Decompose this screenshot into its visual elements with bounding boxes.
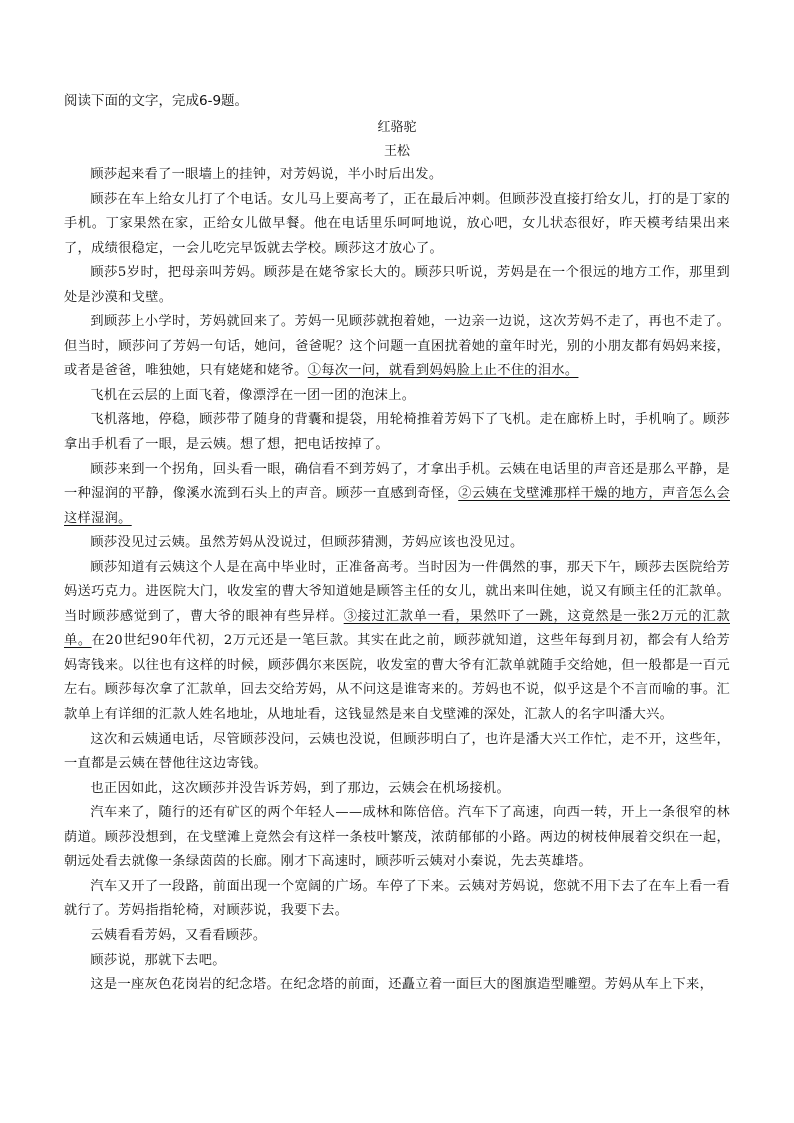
article-paragraph — [64, 384, 730, 409]
article-paragraph — [64, 924, 730, 949]
article-title: 红骆驼 — [377, 120, 417, 135]
paragraph-text: 顾莎起来看了一眼墙上的挂钟，对芳妈说，半小时后出发。 — [90, 167, 443, 182]
paragraph-text: 这是一座灰色花岗岩的纪念塔。在纪念塔的前面，还矗立着一面巨大的图旗造型雕塑。芳妈从车上下来， — [90, 977, 714, 993]
article-paragraph — [64, 310, 730, 384]
article-paragraph — [64, 801, 730, 875]
paragraph-text: 顾莎知道有云姨这个人是在高中毕业时，正准备高考。当时因为一件偶然的事，那天下午，顾莎去医院给芳妈送巧克力。进医院大门，收发室的曹大爷知道她是顾答主任的女儿，就出来叫住她，说又有顾主任的汇款单。当时顾莎感觉到了，曹大爷的眼神有些异样。 — [64, 559, 730, 624]
article-paragraph — [64, 973, 730, 998]
article-paragraph — [64, 188, 730, 262]
article-paragraph — [64, 408, 730, 457]
article-paragraph — [64, 728, 730, 777]
article-paragraph — [64, 261, 730, 310]
article-paragraph — [64, 531, 730, 556]
article-paragraph — [64, 163, 730, 188]
paragraph-text: 汽车又开了一段路，前面出现一个宽阔的广场。车停了下来。云姨对芳妈说，您就不用下去了在车上看一看就行了。芳妈指指轮椅，对顾莎说，我要下去。 — [64, 878, 730, 919]
article-author: 王松 — [383, 144, 410, 159]
underlined-sentence: ①每次一问，就看到妈妈脸上止不住的泪水。 — [307, 363, 579, 379]
underlined-sentence: ③接过汇款单一看，果然吓了一跳，这竟然是一张2万元的汇款单。 — [64, 608, 730, 649]
paragraph-text: 这次和云姨通电话，尽管顾莎没问，云姨也没说，但顾莎明白了，也许是潘大兴工作忙，走不开，这些年，一直都是云姨在替他往这边寄钱。 — [64, 731, 730, 772]
article-paragraph — [64, 949, 730, 974]
article-body — [64, 163, 730, 998]
article-paragraph — [64, 875, 730, 924]
article-paragraph — [64, 458, 730, 532]
question-instruction: 阅读下面的文字，完成6-9题。 — [64, 93, 249, 109]
paragraph-text: 飞机落地，停稳，顾莎带了随身的背囊和提袋，用轮椅推着芳妈下了飞机。走在廊桥上时，手机响了。顾莎拿出手机看了一眼，是云姨。想了想，把电话按掉了。 — [64, 412, 730, 453]
article-paragraph — [64, 556, 730, 728]
paragraph-text: 顾莎在车上给女儿打了个电话。女儿马上要高考了，正在最后冲刺。但顾莎没直接打给女儿，打的是丁家的手机。丁家果然在家，正给女儿做早餐。他在电话里乐呵呵地说，放心吧，女儿状态很好，昨天模考结果出来了，成绩很稳定，一会儿吃完早饭就去学校。顾莎这才放心了。 — [64, 191, 730, 256]
paragraph-text: 顾莎来到一个拐角，回头看一眼，确信看不到芳妈了，才拿出手机。云姨在电话里的声音还是那么平静，是一种湿润的平静，像溪水流到石头上的声音。顾莎一直感到奇怪， — [64, 461, 730, 502]
paragraph-text: 飞机在云层的上面飞着，像漂浮在一团一团的泡沫上。 — [90, 387, 416, 403]
paragraph-text: 云姨看看芳妈，又看看顾莎。 — [90, 927, 267, 943]
paragraph-text: 也正因如此，这次顾莎并没告诉芳妈，到了那边，云姨会在机场接机。 — [90, 780, 511, 796]
paragraph-text: 顾莎5岁时，把母亲叫芳妈。顾莎是在姥爷家长大的。顾莎只听说，芳妈是在一个很远的地方工作，那里到处是沙漠和戈壁。 — [64, 265, 730, 305]
paragraph-text: 在20世纪90年代初，2万元还是一笔巨款。其实在此之前，顾莎就知道，这些年每到月初，都会有人给芳妈寄钱来。以往也有这样的时候，顾莎偶尔来医院，收发室的曹大爷有汇款单就随手交给她，但一般都是一百元左右。顾莎每次拿了汇款单，回去交给芳妈，从不问这是谁寄来的。芳妈也不说，似乎这是个不言而喻的事。汇款单上有详细的汇款人姓名地址，从地址看，这钱显然是来自戈壁滩的深处，汇款人的名字叫潘大兴。 — [64, 633, 731, 723]
article-paragraph — [64, 777, 730, 802]
paragraph-text: 顾莎说，那就下去吧。 — [90, 952, 226, 968]
paragraph-text: 顾莎没见过云姨。虽然芳妈从没说过，但顾莎猜测，芳妈应该也没见过。 — [90, 535, 524, 551]
underlined-sentence: ②云姨在戈壁滩那样干燥的地方，声音怎么会这样湿润。 — [64, 486, 731, 526]
paragraph-text: 到顾莎上小学时，芳妈就回来了。芳妈一见顾莎就抱着她，一边亲一边说，这次芳妈不走了，再也不走了。但当时，顾莎问了芳妈一句话，她问，爸爸呢？这个问题一直困扰着她的童年时光，别的小朋友都有妈妈来接，或者是爸爸，唯独她，只有姥姥和姥爷。 — [64, 314, 730, 379]
paragraph-text: 汽车来了，随行的还有矿区的两个年轻人——成林和陈倍倍。汽车下了高速，向西一转，开上一条很窄的林荫道。顾莎没想到，在戈壁滩上竟然会有这样一条枝叶繁茂，浓荫郁郁的小路。两边的树枝伸展着交织在一起，朝远处看去就像一条绿茵茵的长廊。刚才下高速时，顾莎听云姨对小秦说，先去英雄塔。 — [64, 805, 730, 870]
